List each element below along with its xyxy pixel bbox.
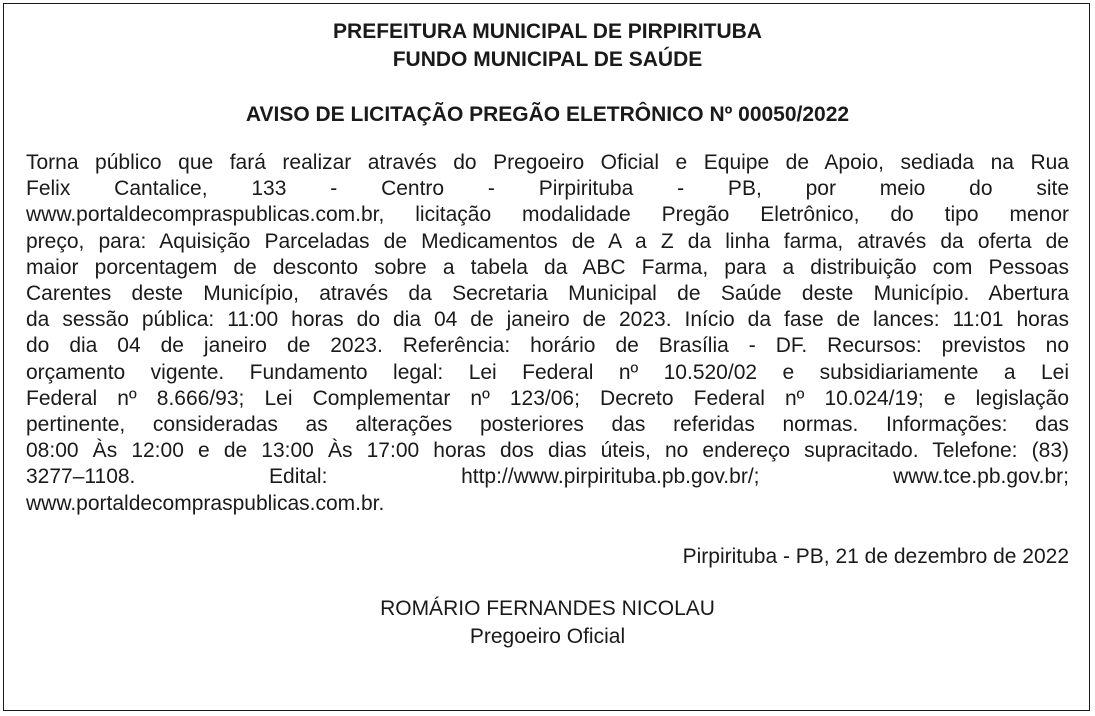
body-line: pertinente, consideradas as alterações posteriores das referidas normas. Informações: das xyxy=(26,413,1069,437)
body-line: Carentes deste Município, através da Secretaria Municipal de Saúde deste Município. Abertura xyxy=(26,282,1069,306)
body-line: orçamento vigente. Fundamento legal: Lei Federal nº 10.520/02 e subsidiariamente a Lei xyxy=(26,360,1069,384)
body-line: da sessão pública: 11:00 horas do dia 04 de janeiro de 2023. Início da fase de lances: 11:01 horas xyxy=(26,308,1069,332)
header-line-1: PREFEITURA MUNICIPAL DE PIRPIRITUBA xyxy=(333,20,762,43)
notice-document xyxy=(26,18,1069,651)
body-line: Torna público que fará realizar através do Pregoeiro Oficial e Equipe de Apoio, sediada na Rua xyxy=(26,151,1069,174)
body-line: Federal nº 8.666/93; Lei Complementar nº 123/06; Decreto Federal nº 10.024/19; e legislação xyxy=(26,386,1069,410)
body-line: www.portaldecompraspublicas.com.br. xyxy=(26,491,385,515)
body-line: www.portaldecompraspublicas.com.br, licitação modalidade Pregão Eletrônico, do tipo menor xyxy=(26,203,1069,227)
header-line-2: FUNDO MUNICIPAL DE SAÚDE xyxy=(392,48,703,71)
notice-title: AVISO DE LICITAÇÃO PREGÃO ELETRÔNICO Nº 00050/2022 xyxy=(245,103,850,126)
body-line: maior porcentagem de desconto sobre a tabela da ABC Farma, para a distribuição com Pessoas xyxy=(26,255,1069,279)
signature-block xyxy=(26,595,1069,651)
body-line: Felix Cantalice, 133 - Centro - Pirpirituba - PB, por meio do site xyxy=(26,177,1069,201)
date-line: Pirpirituba - PB, 21 de dezembro de 2022 xyxy=(682,544,1069,568)
notice-body xyxy=(26,150,1069,517)
body-line: 3277–1108. Edital: http://www.pirpirituba.pb.gov.br/; www.tce.pb.gov.br; xyxy=(26,465,1069,489)
signatory-name: ROMÁRIO FERNANDES NICOLAU xyxy=(380,596,715,620)
body-line: 08:00 Às 12:00 e de 13:00 Às 17:00 horas dos dias úteis, no endereço supracitado. Telefone: (83) xyxy=(26,439,1069,463)
signatory-role: Pregoeiro Oficial xyxy=(469,624,626,648)
body-line: preço, para: Aquisição Parceladas de Medicamentos de A a Z da linha farma, através da oferta de xyxy=(26,229,1069,253)
body-line: do dia 04 de janeiro de 2023. Referência: horário de Brasília - DF. Recursos: previstos no xyxy=(26,334,1069,358)
